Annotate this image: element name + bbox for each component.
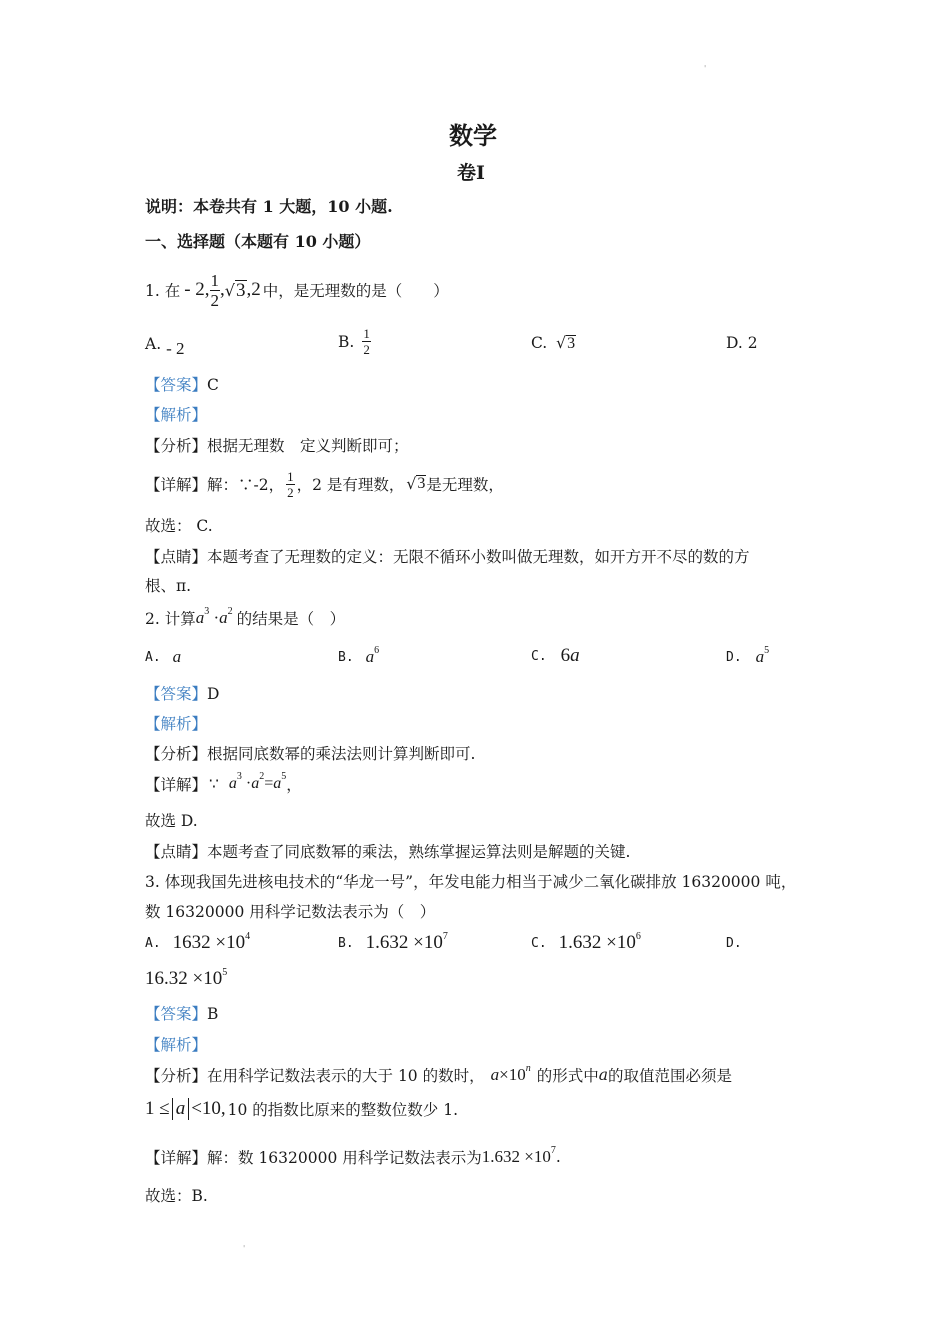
q2-x-exp3: 3 bbox=[236, 771, 242, 782]
q2-option-c bbox=[531, 645, 580, 667]
q1-option-a-label: A. bbox=[145, 335, 162, 353]
q3-fenxi-d: 的取值范围必须是 bbox=[607, 1067, 732, 1085]
q3-fenxi-math-n: n bbox=[525, 1063, 531, 1074]
q1-answer bbox=[145, 373, 219, 395]
q1-option-b-den: 2 bbox=[363, 342, 370, 357]
answer-tag: 【答案】 bbox=[145, 1005, 208, 1023]
q3-xiangjie-val: 1.632 ×10 bbox=[481, 1147, 551, 1166]
q1-sqrt3: 3 bbox=[236, 279, 246, 301]
section-heading: 一、选择题（本题有 10 小题） bbox=[145, 232, 371, 251]
q1-option-a-value: - 2 bbox=[166, 339, 185, 358]
q2-x-base2: a bbox=[251, 775, 260, 792]
q3-xiangjie bbox=[145, 1146, 561, 1168]
q3-stem-line2: 数 16320000 用科学记数法表示为（ ） bbox=[145, 903, 436, 921]
fenxi-tag: 【分析】 bbox=[145, 1067, 208, 1085]
q2-base-2: a bbox=[219, 608, 228, 627]
q3-range-abs: a bbox=[172, 1098, 190, 1120]
dianjing-tag: 【点睛】 bbox=[145, 548, 208, 566]
q2-option-c-base: a bbox=[570, 645, 580, 666]
volume-label: 卷Ⅰ bbox=[457, 162, 485, 184]
exam-note: 说明：本卷共有 1 大题，10 小题. bbox=[145, 197, 393, 216]
q2-xiangjie bbox=[145, 773, 302, 795]
radical-icon: √ bbox=[406, 475, 417, 493]
q2-x-base: a bbox=[228, 775, 237, 792]
q2-stem bbox=[145, 607, 345, 629]
q3-option-a-label: A. bbox=[145, 935, 161, 951]
q2-option-b-exp: 6 bbox=[374, 645, 380, 656]
q3-range-tail: 10 的指数比原来的整数位数少 1. bbox=[227, 1101, 459, 1119]
q1-neg2: - 2 bbox=[184, 279, 205, 300]
q2-x-exp2: 2 bbox=[259, 771, 265, 782]
q1-option-b-num: 1 bbox=[363, 326, 370, 341]
q1-answer-value: C bbox=[207, 376, 219, 394]
q2-option-b bbox=[338, 647, 379, 667]
fenxi-tag: 【分析】 bbox=[145, 437, 208, 455]
q1-analysis-tag: 【解析】 bbox=[145, 406, 208, 424]
q1-option-b-label: B. bbox=[338, 332, 355, 351]
q2-option-d bbox=[726, 647, 769, 667]
q2-exp3: 3 bbox=[204, 606, 210, 617]
q1-option-c bbox=[531, 334, 576, 353]
q1-xiangjie-c: 是无理数， bbox=[426, 476, 504, 494]
q2-answer-value: D bbox=[207, 685, 220, 703]
q3-option-c-label: C. bbox=[531, 935, 547, 951]
q2-stem-a: 2. 计算 bbox=[145, 610, 196, 628]
q1-option-b bbox=[338, 327, 371, 356]
q1-option-c-value: 3 bbox=[567, 335, 576, 352]
q3-answer-value: B bbox=[207, 1005, 219, 1023]
q3-analysis-tag: 【解析】 bbox=[145, 1036, 208, 1054]
q1-option-d: D. 2 bbox=[726, 334, 758, 352]
q2-option-a bbox=[145, 647, 181, 667]
q1-dianjing bbox=[145, 545, 750, 567]
q1-xiangjie-num: 1 bbox=[287, 468, 294, 484]
q3-option-b bbox=[338, 932, 448, 954]
q3-option-d-label: D. bbox=[726, 936, 742, 951]
q2-option-c-label: C. bbox=[531, 648, 547, 664]
q3-option-c-exp: 6 bbox=[635, 931, 641, 942]
q3-option-c-value: 1.632 ×10 bbox=[558, 932, 636, 953]
q1-half-num: 1 bbox=[210, 270, 220, 290]
q2-xiangjie-end: ， bbox=[286, 776, 302, 794]
q1-xiangjie-b: ，2 是有理数， bbox=[296, 476, 405, 494]
q2-option-b-label: B. bbox=[338, 649, 354, 665]
bottom-mark: ' bbox=[243, 1244, 246, 1253]
q3-option-b-exp: 7 bbox=[442, 931, 448, 942]
corner-mark: ' bbox=[704, 64, 707, 73]
q3-fenxi-math-b: ×10 bbox=[499, 1065, 526, 1084]
q3-fenxi-b: 的形式中 bbox=[536, 1067, 599, 1085]
q1-fenxi-text: 根据无理数 定义判断即可； bbox=[207, 437, 409, 455]
answer-tag: 【答案】 bbox=[145, 685, 208, 703]
q3-xiangjie-text: 解：数 16320000 用科学记数法表示为 bbox=[207, 1149, 482, 1167]
q3-xiangjie-end: . bbox=[555, 1148, 561, 1166]
q1-xiangjie-a: 解：∵-2， bbox=[207, 476, 285, 494]
q1-tail: ,2 bbox=[246, 279, 261, 300]
q1-choose: 故选： C. bbox=[145, 517, 213, 535]
q3-option-c bbox=[531, 932, 641, 954]
q2-because: ∵ bbox=[209, 775, 219, 793]
q1-half-den: 2 bbox=[210, 290, 220, 310]
q1-option-a bbox=[145, 334, 185, 358]
q2-answer bbox=[145, 682, 219, 704]
q3-fenxi-math-a: a bbox=[490, 1065, 500, 1084]
q1-xiangjie-den: 2 bbox=[287, 484, 294, 500]
q3-option-a-value: 1632 ×10 bbox=[172, 932, 246, 953]
q3-option-b-value: 1.632 ×10 bbox=[365, 932, 443, 953]
radical-icon: √ bbox=[556, 334, 567, 352]
q3-range bbox=[145, 1098, 458, 1120]
q3-choose: 故选：B. bbox=[145, 1187, 208, 1205]
q2-x-eq: = bbox=[264, 775, 274, 792]
q1-xiangjie bbox=[145, 464, 504, 504]
q1-prefix: 1. 在 bbox=[145, 282, 181, 300]
answer-tag: 【答案】 bbox=[145, 376, 208, 394]
q3-fenxi-c: a bbox=[598, 1066, 608, 1084]
q2-choose: 故选 D. bbox=[145, 812, 198, 830]
q3-fenxi-a: 在用科学记数法表示的大于 10 的数时， bbox=[207, 1067, 485, 1085]
q1-option-b-fraction bbox=[362, 327, 371, 356]
q2-expression bbox=[196, 608, 233, 628]
q1-half-fraction bbox=[210, 272, 221, 309]
q1-dianjing-line2: 根、π. bbox=[145, 577, 192, 595]
q3-option-d-value bbox=[145, 968, 227, 990]
q2-fenxi bbox=[145, 742, 475, 764]
q3-answer bbox=[145, 1002, 218, 1024]
page-title: 数学 bbox=[449, 121, 497, 150]
q2-base: a bbox=[195, 608, 205, 627]
q2-option-c-coef: 6 bbox=[560, 645, 571, 666]
q2-analysis-tag: 【解析】 bbox=[145, 715, 208, 733]
q3-option-a-exp: 4 bbox=[245, 931, 251, 942]
q3-option-b-label: B. bbox=[338, 935, 354, 951]
q3-range-c: <10, bbox=[191, 1098, 226, 1119]
q1-question: 中，是无理数的是（ ） bbox=[262, 282, 449, 300]
q2-option-a-value: a bbox=[172, 647, 182, 666]
q2-option-a-label: A. bbox=[145, 649, 161, 665]
q3-range-a: 1 ≤ bbox=[145, 1098, 170, 1119]
q2-option-d-base: a bbox=[755, 647, 765, 666]
xiangjie-tag: 【详解】 bbox=[145, 776, 208, 794]
q2-option-d-exp: 5 bbox=[764, 645, 770, 656]
q1-xiangjie-fraction bbox=[286, 470, 295, 499]
q1-comma-2: , bbox=[220, 279, 225, 300]
q3-option-a bbox=[145, 932, 250, 954]
q3-xiangjie-exp: 7 bbox=[550, 1145, 556, 1156]
q1-xiangjie-sqrt: 3 bbox=[417, 475, 426, 493]
q1-option-c-label: C. bbox=[531, 334, 548, 352]
q2-dianjing-text: 本题考查了同底数幂的乘法，熟练掌握运算法则是解题的关键. bbox=[207, 843, 631, 861]
q2-stem-b: 的结果是（ ） bbox=[236, 610, 346, 628]
q2-dianjing bbox=[145, 840, 630, 862]
xiangjie-tag: 【详解】 bbox=[145, 1149, 208, 1167]
radical-icon: √ bbox=[224, 280, 235, 300]
q2-option-d-label: D. bbox=[726, 649, 742, 665]
q2-exp2: 2 bbox=[227, 606, 233, 617]
q1-fenxi bbox=[145, 434, 409, 456]
q3-option-d-val: 16.32 ×10 bbox=[145, 968, 223, 989]
q1-comma: , bbox=[204, 279, 210, 300]
dianjing-tag: 【点睛】 bbox=[145, 843, 208, 861]
q2-fenxi-text: 根据同底数幂的乘法法则计算判断即可. bbox=[207, 745, 476, 763]
q2-option-b-base: a bbox=[365, 647, 375, 666]
q2-dot: · bbox=[213, 608, 220, 627]
q1-dianjing-line1: 本题考查了无理数的定义：无限不循环小数叫做无理数，如开方开不尽的数的方 bbox=[207, 548, 750, 566]
q2-x-base3: a bbox=[273, 775, 282, 792]
xiangjie-tag: 【详解】 bbox=[145, 476, 208, 494]
q1-stem bbox=[145, 268, 449, 312]
q2-x-dot: · bbox=[245, 775, 252, 792]
q2-x-exp5: 5 bbox=[281, 771, 287, 782]
q3-fenxi bbox=[145, 1064, 732, 1086]
q3-option-d-exp: 5 bbox=[222, 967, 228, 978]
fenxi-tag: 【分析】 bbox=[145, 745, 208, 763]
q3-stem-line1: 3. 体现我国先进核电技术的“华龙一号”，年发电能力相当于减少二氧化碳排放 16320000 吨， bbox=[145, 873, 797, 891]
